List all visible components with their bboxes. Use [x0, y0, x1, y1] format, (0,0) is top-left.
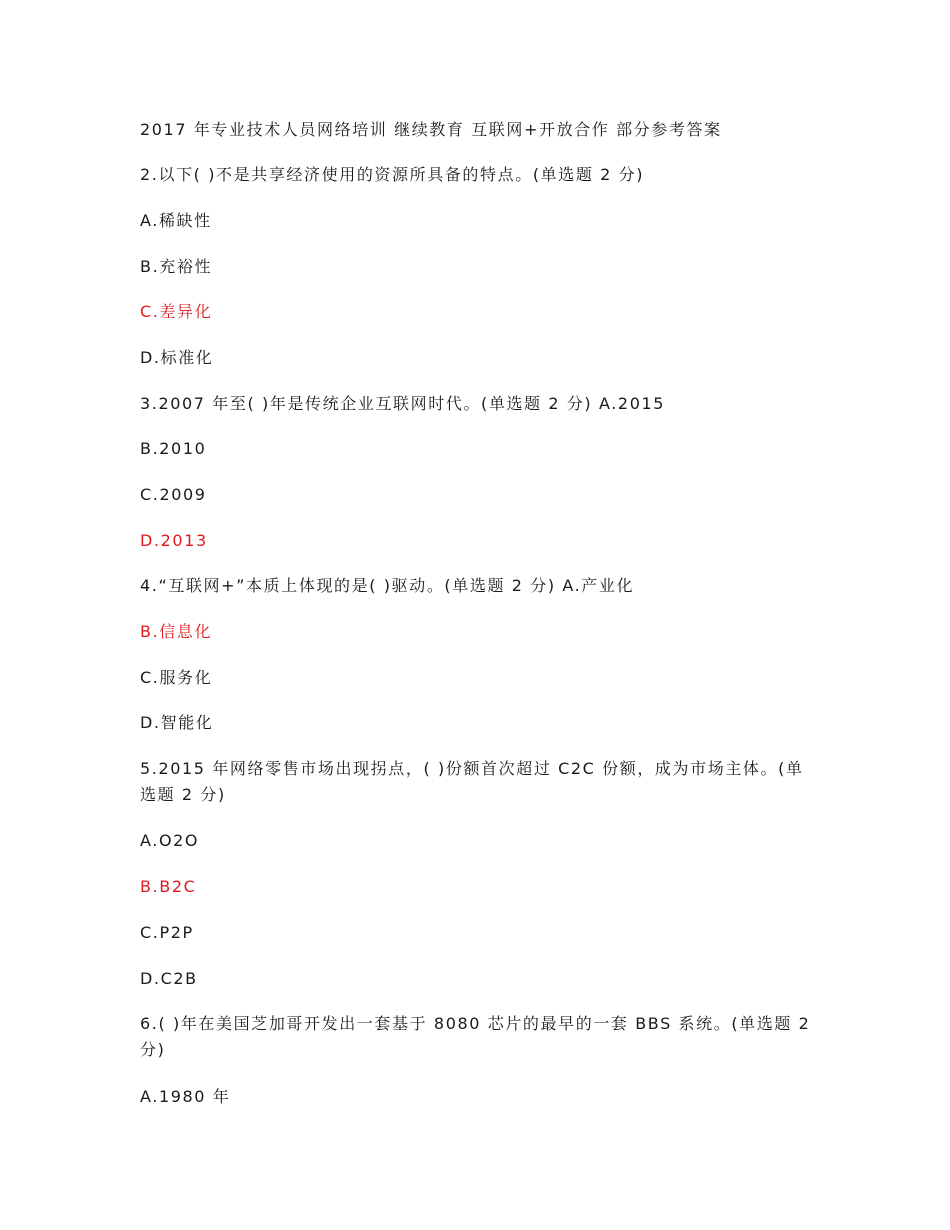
option-5-c: C.P2P — [140, 923, 194, 942]
option-3-b: B.2010 — [140, 439, 207, 458]
option-4-d: D.智能化 — [140, 713, 214, 732]
option-4-c: C.服务化 — [140, 668, 213, 687]
option-4-b-answer: B.信息化 — [140, 622, 213, 641]
option-3-c: C.2009 — [140, 485, 207, 504]
option-5-b-answer: B.B2C — [140, 877, 197, 896]
option-2-b: B.充裕性 — [140, 257, 213, 276]
option-2-c-answer: C.差异化 — [140, 302, 213, 321]
option-3-d-answer: D.2013 — [140, 531, 208, 550]
option-5-d: D.C2B — [140, 969, 198, 988]
question-5: 5.2015 年网络零售市场出现拐点，( )份额首次超过 C2C 份额，成为市场主体。(单选题 2 分) — [140, 759, 804, 804]
question-4: 4.“互联网+”本质上体现的是( )驱动。(单选题 2 分) A.产业化 — [140, 576, 635, 595]
option-6-a: A.1980 年 — [140, 1087, 231, 1106]
question-3: 3.2007 年至( )年是传统企业互联网时代。(单选题 2 分) A.2015 — [140, 394, 666, 413]
option-5-a: A.O2O — [140, 831, 200, 850]
question-2: 2.以下( )不是共享经济使用的资源所具备的特点。(单选题 2 分) — [140, 165, 645, 184]
question-6: 6.( )年在美国芝加哥开发出一套基于 8080 芯片的最早的一套 BBS 系统。(单选题 2 分) — [140, 1014, 811, 1059]
option-2-a: A.稀缺性 — [140, 211, 212, 230]
document-title: 2017 年专业技术人员网络培训 继续教育 互联网+开放合作 部分参考答案 — [140, 120, 722, 139]
option-2-d: D.标准化 — [140, 348, 214, 367]
